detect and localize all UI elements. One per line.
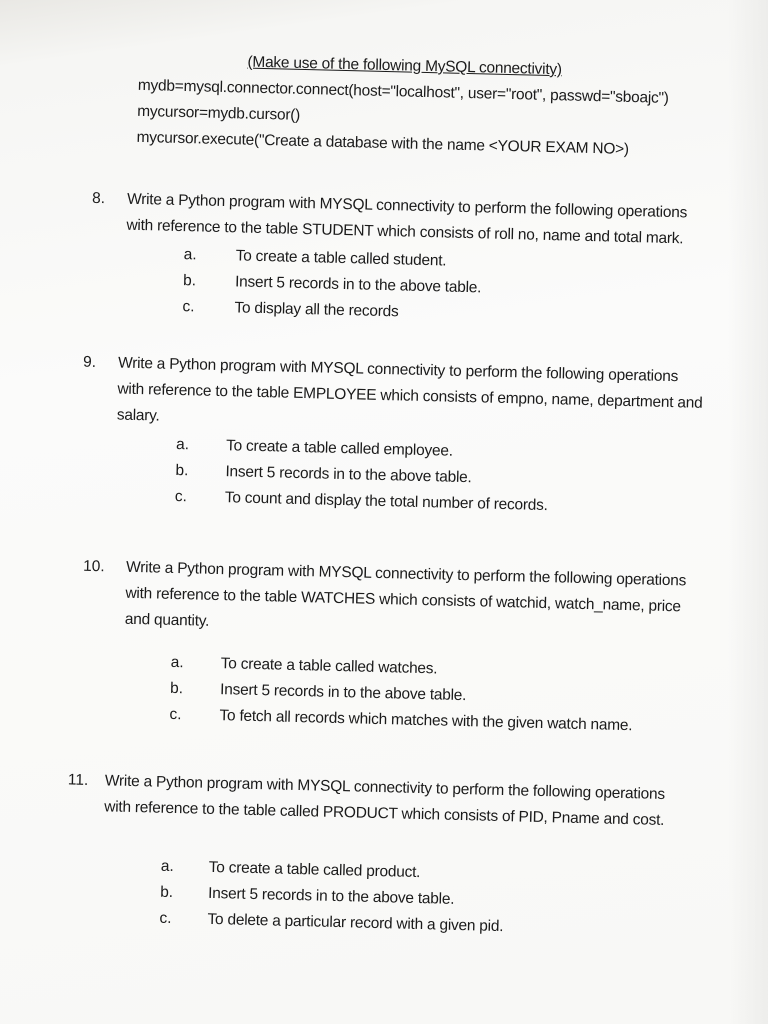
item-letter: c. [159, 909, 172, 927]
question-text-line: with reference to the table WATCHES which consists of watchid, watch_name, price [125, 584, 681, 616]
question-text-line: Write a Python program with MYSQL connectivity to perform the following operations [126, 190, 688, 222]
item-letter: a. [183, 246, 197, 264]
question-number: 11. [67, 771, 89, 789]
question-text-line: with reference to the table called PRODUCT which consists of PID, Pname and cost. [104, 798, 665, 830]
question-number: 8. [91, 189, 106, 208]
section-heading: (Make use of the following MySQL connectivity) [247, 53, 563, 79]
question-text-line: Write a Python program with MYSQL connectivity to perform the following operations [117, 354, 679, 386]
item-text: To create a table called watches. [220, 655, 438, 678]
question-text-line: Write a Python program with MYSQL connectivity to perform the following operations [125, 558, 687, 590]
item-text: To delete a particular record with a given pid. [207, 910, 504, 936]
question-text-line: with reference to the table EMPLOYEE which consists of empno, name, department and [117, 380, 703, 412]
item-letter: b. [159, 883, 174, 902]
code-line-connect: mydb=mysql.connector.connect(host="localhost", user="root", passwd="sboajc") [137, 76, 669, 107]
item-text: To create a table called employee. [225, 437, 453, 460]
item-text: To count and display the total number of records. [224, 489, 548, 515]
item-text: To create a table called student. [235, 247, 447, 270]
question-number: 10. [82, 557, 105, 576]
item-text: To create a table called product. [208, 858, 421, 882]
item-text: To display all the records [234, 299, 399, 321]
item-text: Insert 5 records in to the above table. [207, 884, 455, 908]
item-letter: b. [182, 272, 197, 290]
question-text-line: Write a Python program with MYSQL connectivity to perform the following operations [104, 772, 666, 804]
item-text: Insert 5 records in to the above table. [225, 463, 472, 487]
item-text: To fetch all records which matches with the given watch name. [219, 707, 633, 735]
item-letter: a. [160, 857, 174, 876]
question-text-line: salary. [116, 406, 160, 425]
code-line-cursor: mycursor=mydb.cursor() [137, 102, 301, 124]
code-line-execute: mycursor.execute("Create a database with the name <YOUR EXAM NO>) [136, 128, 630, 158]
item-letter: b. [169, 679, 184, 698]
question-number: 9. [82, 353, 97, 371]
item-letter: c. [174, 487, 188, 506]
item-letter: a. [170, 653, 184, 672]
item-letter: b. [175, 461, 189, 480]
item-text: Insert 5 records in to the above table. [234, 273, 482, 297]
item-text: Insert 5 records in to the above table. [219, 681, 467, 705]
question-text-line: and quantity. [124, 610, 210, 630]
question-text-line: with reference to the table STUDENT which consists of roll no, name and total mark. [126, 216, 684, 248]
item-letter: c. [182, 298, 195, 316]
item-letter: c. [169, 705, 182, 724]
item-letter: a. [175, 435, 190, 454]
